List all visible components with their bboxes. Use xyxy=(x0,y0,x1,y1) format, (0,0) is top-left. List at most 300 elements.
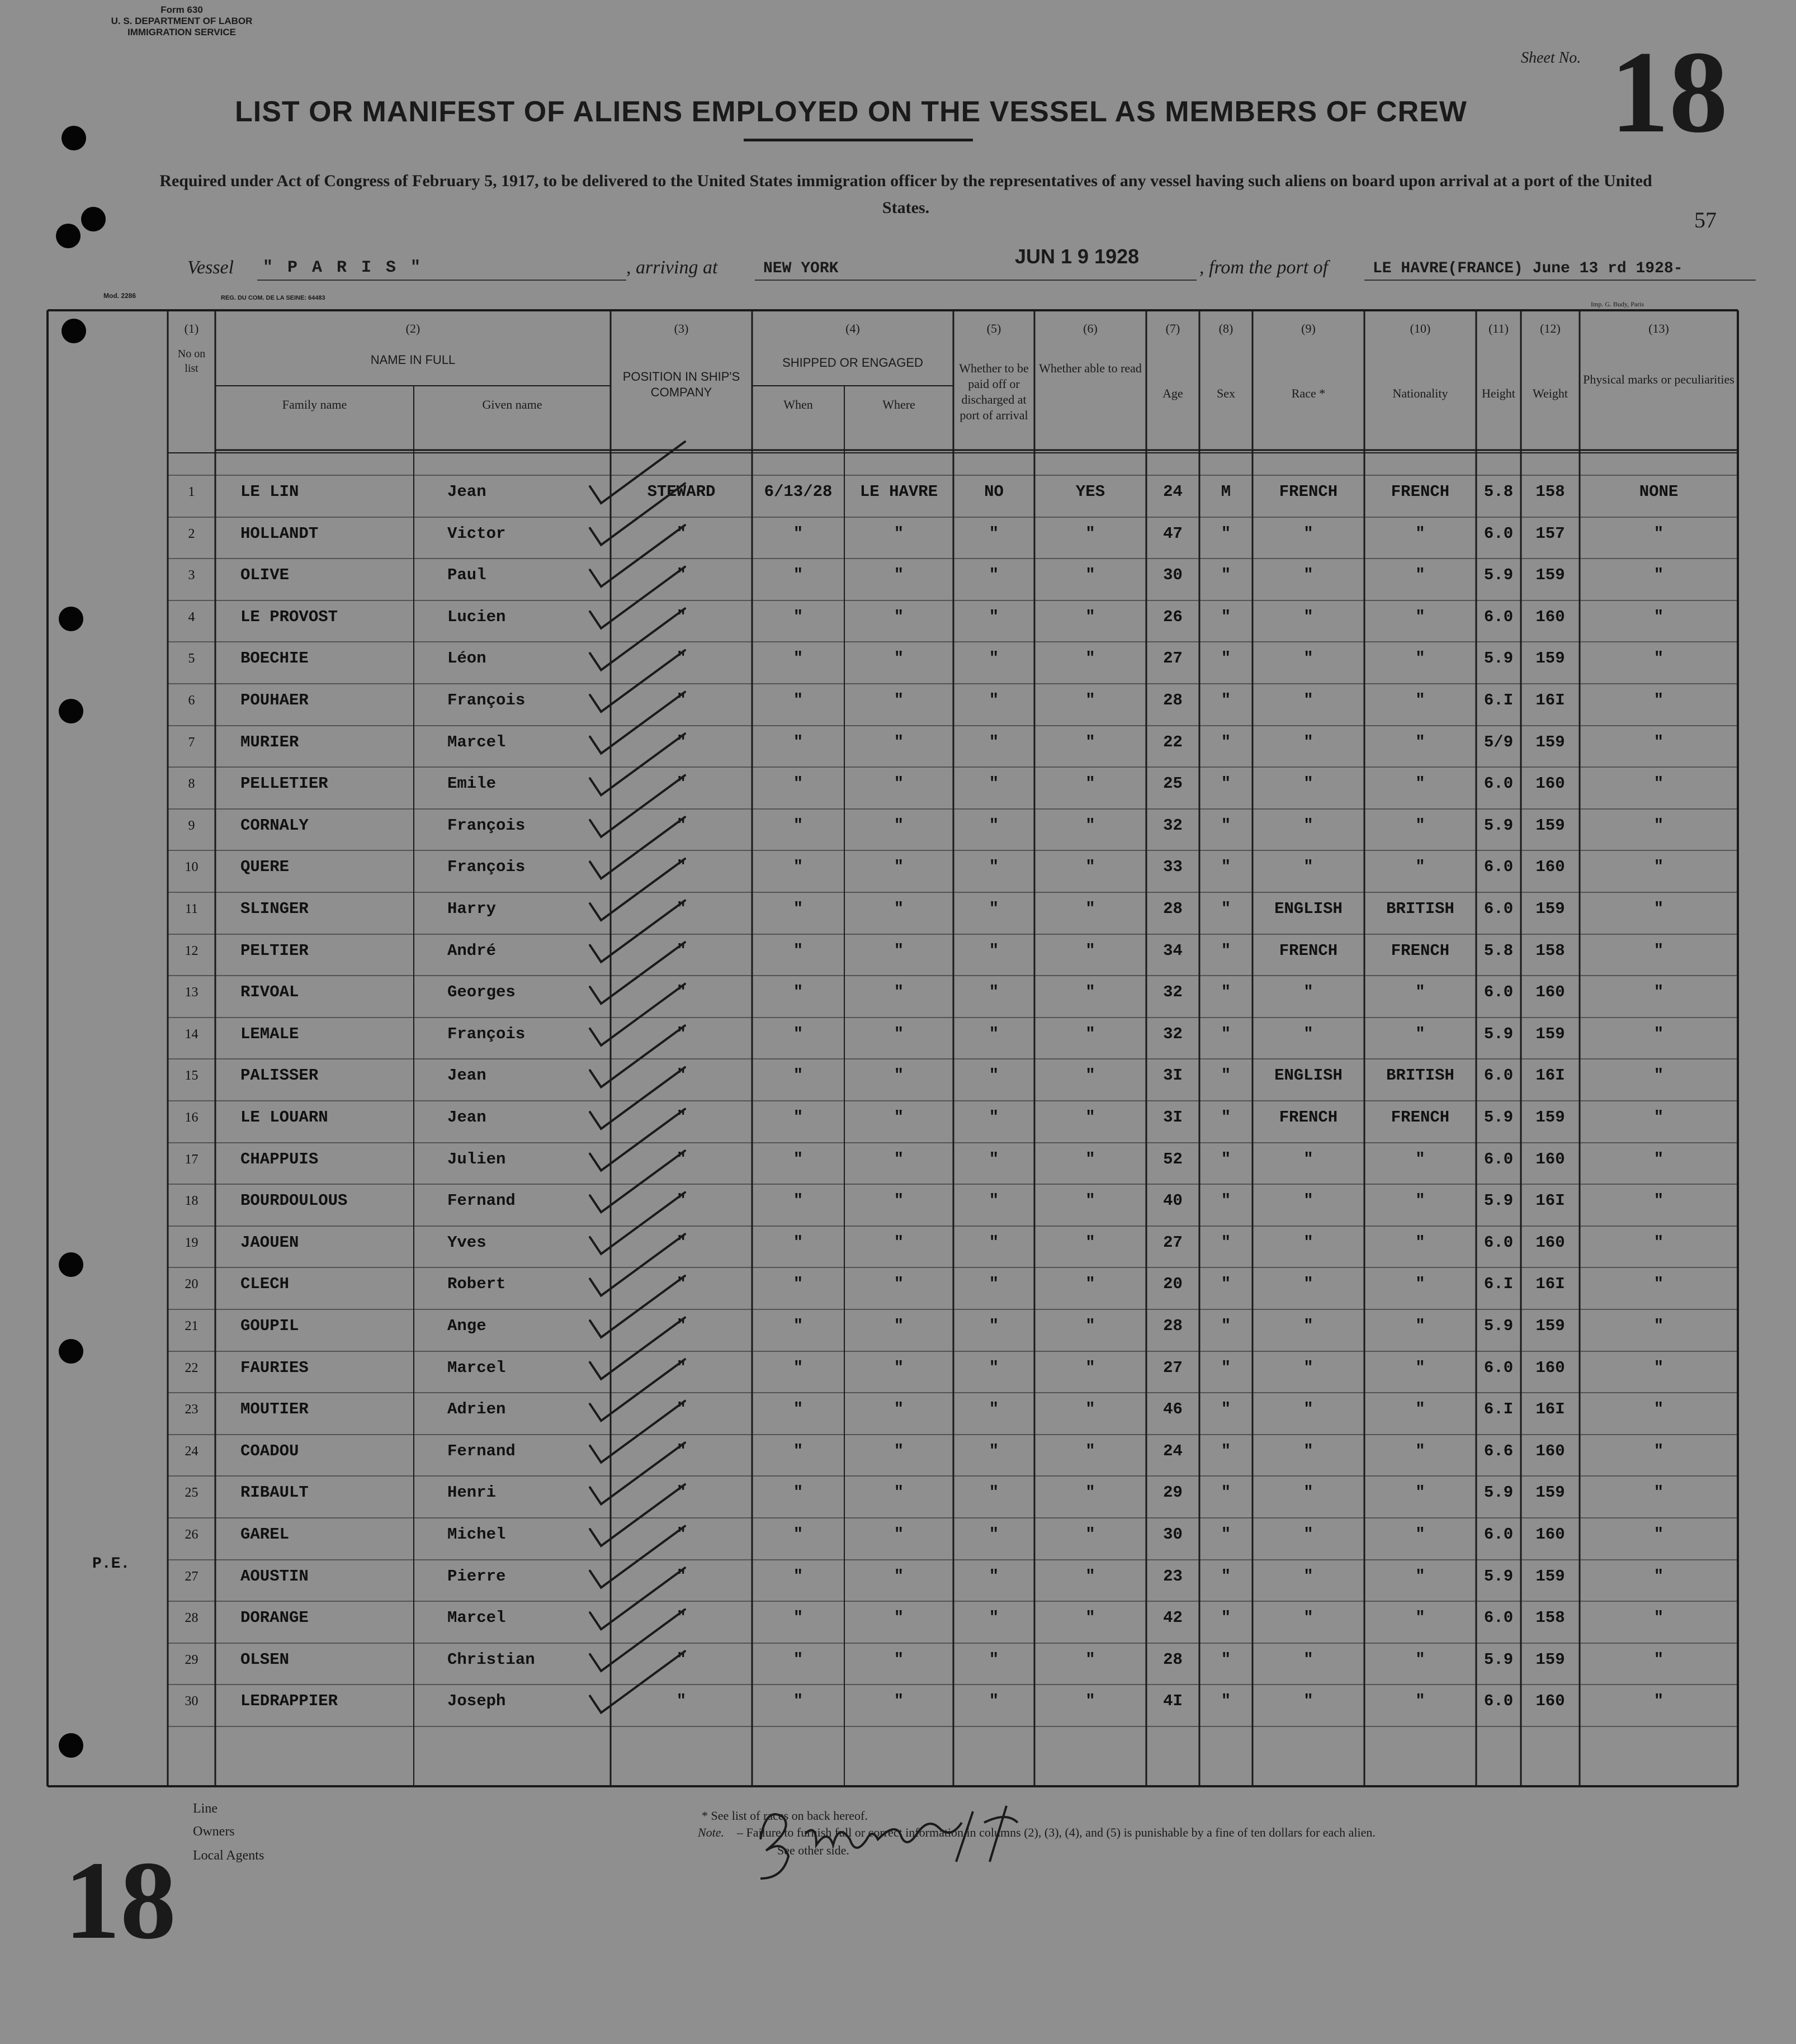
shipped-when: " xyxy=(793,1025,804,1043)
age: 28 xyxy=(1163,1317,1183,1335)
race: " xyxy=(1303,733,1313,751)
weight: 160 xyxy=(1535,1359,1565,1377)
able-to-read: " xyxy=(1085,1191,1095,1210)
physical-marks: " xyxy=(1653,1359,1664,1377)
sex: " xyxy=(1221,566,1231,584)
position: " xyxy=(676,1275,687,1293)
nationality: FRENCH xyxy=(1391,1108,1450,1127)
given-name: André xyxy=(447,941,497,960)
sex: " xyxy=(1221,774,1231,793)
weight: 159 xyxy=(1535,1025,1565,1043)
row-number: 22 xyxy=(185,1361,198,1375)
reg-label: REG. DU COM. DE LA SEINE: 64483 xyxy=(221,295,325,301)
shipped-where: " xyxy=(894,1108,904,1127)
sheet-number: 18 xyxy=(1610,27,1728,157)
sex: " xyxy=(1221,900,1231,918)
sex: " xyxy=(1221,1525,1231,1544)
column-number-11: (11) xyxy=(1488,321,1509,335)
able-to-read: " xyxy=(1085,816,1095,835)
column-subheader-when: When xyxy=(783,398,813,411)
race: " xyxy=(1303,1191,1313,1210)
race: " xyxy=(1303,691,1313,709)
race: FRENCH xyxy=(1279,941,1338,960)
nationality: " xyxy=(1415,1567,1425,1586)
paid-off: " xyxy=(989,1317,999,1335)
row-number: 16 xyxy=(185,1110,198,1125)
given-name: Christian xyxy=(447,1650,535,1669)
weight: 157 xyxy=(1535,524,1565,543)
shipped-when: " xyxy=(793,983,804,1001)
position: " xyxy=(676,608,687,626)
able-to-read: " xyxy=(1085,858,1095,876)
paid-off: " xyxy=(989,1150,999,1168)
paid-off: " xyxy=(989,1525,999,1544)
height: 5.8 xyxy=(1483,941,1514,960)
position: " xyxy=(676,1692,687,1710)
family-name: LEDRAPPIER xyxy=(240,1692,338,1710)
nationality: " xyxy=(1415,649,1425,668)
family-name: POUHAER xyxy=(240,691,309,709)
able-to-read: " xyxy=(1085,1025,1095,1043)
height: 6.0 xyxy=(1483,1233,1514,1252)
age: 28 xyxy=(1163,691,1183,709)
position: " xyxy=(676,1150,687,1168)
sex: " xyxy=(1221,1483,1231,1502)
age: 3I xyxy=(1163,1108,1183,1127)
able-to-read: " xyxy=(1085,1066,1095,1085)
able-to-read: " xyxy=(1085,1359,1095,1377)
shipped-where: " xyxy=(894,524,904,543)
position: STEWARD xyxy=(647,482,716,501)
shipped-when: " xyxy=(793,1317,804,1335)
shipped-where: " xyxy=(894,816,904,835)
column-header-6: Whether able to read xyxy=(1039,361,1142,375)
shipped-where: " xyxy=(894,1150,904,1168)
shipped-where: " xyxy=(894,691,904,709)
age: 27 xyxy=(1163,1359,1183,1377)
able-to-read: " xyxy=(1085,524,1095,543)
age: 20 xyxy=(1163,1275,1183,1293)
row-number: 10 xyxy=(185,860,198,874)
see-other-side: See other side. xyxy=(777,1843,849,1857)
height: 6.0 xyxy=(1483,524,1514,543)
given-name: Fernand xyxy=(447,1442,516,1460)
date-stamp: JUN 1 9 1928 xyxy=(1015,245,1140,268)
family-name: PELTIER xyxy=(240,941,309,960)
column-subheader-family: Family name xyxy=(282,398,347,411)
row-number: 28 xyxy=(185,1611,198,1625)
race: " xyxy=(1303,1359,1313,1377)
position: " xyxy=(676,649,687,668)
nationality: " xyxy=(1415,1483,1425,1502)
nationality: " xyxy=(1415,524,1425,543)
weight: 159 xyxy=(1535,1108,1565,1127)
race: " xyxy=(1303,1650,1313,1669)
able-to-read: " xyxy=(1085,1275,1095,1293)
age: 32 xyxy=(1163,1025,1183,1043)
column-number-5: (5) xyxy=(986,321,1001,335)
family-name: LEMALE xyxy=(240,1025,299,1043)
family-name: AOUSTIN xyxy=(240,1567,309,1586)
physical-marks: " xyxy=(1653,816,1664,835)
arriving-port: NEW YORK xyxy=(763,260,839,277)
given-name: Ange xyxy=(447,1317,486,1335)
weight: 159 xyxy=(1535,816,1565,835)
paid-off: " xyxy=(989,566,999,584)
column-number-1: (1) xyxy=(184,321,199,335)
row-number: 6 xyxy=(188,693,195,708)
family-name: LE PROVOST xyxy=(240,608,338,626)
height: 5.9 xyxy=(1483,1025,1514,1043)
given-name: Paul xyxy=(447,566,486,584)
department: U. S. DEPARTMENT OF LABOR xyxy=(111,16,253,26)
printer-label: Imp. G. Budy, Paris xyxy=(1591,300,1644,308)
physical-marks: " xyxy=(1653,1483,1664,1502)
race: " xyxy=(1303,1025,1313,1043)
form-number: Form 630 xyxy=(160,4,203,15)
shipped-where: " xyxy=(894,1483,904,1502)
shipped-when: " xyxy=(793,816,804,835)
physical-marks: " xyxy=(1653,1317,1664,1335)
physical-marks: " xyxy=(1653,566,1664,584)
column-number-8: (8) xyxy=(1218,321,1233,335)
family-name: CHAPPUIS xyxy=(240,1150,319,1168)
race: " xyxy=(1303,1608,1313,1627)
row-number: 8 xyxy=(188,777,195,791)
weight: 160 xyxy=(1535,1150,1565,1168)
column-header-3: POSITION IN SHIP'S COMPANY xyxy=(622,370,740,399)
paid-off: " xyxy=(989,900,999,918)
races-note: * See list of races on back hereof. xyxy=(702,1809,868,1823)
family-name: HOLLANDT xyxy=(240,524,319,543)
family-name: PELLETIER xyxy=(240,774,328,793)
paid-off: " xyxy=(989,941,999,960)
given-name: Michel xyxy=(447,1525,506,1544)
row-number: 25 xyxy=(185,1485,198,1500)
race: FRENCH xyxy=(1279,482,1338,501)
line-label: Line xyxy=(193,1801,218,1816)
physical-marks: " xyxy=(1653,983,1664,1001)
row-number: 23 xyxy=(185,1402,198,1417)
column-subheader-where: Where xyxy=(882,398,915,411)
column-number-12: (12) xyxy=(1540,321,1561,335)
row-number: 12 xyxy=(185,944,198,958)
shipped-where: " xyxy=(894,983,904,1001)
height: 6.6 xyxy=(1483,1442,1514,1460)
position: " xyxy=(676,816,687,835)
sex: " xyxy=(1221,1442,1231,1460)
family-name: BOURDOULOUS xyxy=(240,1191,348,1210)
position: " xyxy=(676,1108,687,1127)
nationality: " xyxy=(1415,1442,1425,1460)
given-name: François xyxy=(447,858,526,876)
height: 5.9 xyxy=(1483,1317,1514,1335)
position: " xyxy=(676,941,687,960)
age: 3I xyxy=(1163,1066,1183,1085)
race: " xyxy=(1303,1150,1313,1168)
age: 34 xyxy=(1163,941,1183,960)
nationality: BRITISH xyxy=(1386,900,1454,918)
nationality: " xyxy=(1415,1150,1425,1168)
position: " xyxy=(676,1650,687,1669)
able-to-read: " xyxy=(1085,1608,1095,1627)
sex: " xyxy=(1221,983,1231,1001)
shipped-where: " xyxy=(894,1275,904,1293)
age: 32 xyxy=(1163,816,1183,835)
shipped-when: " xyxy=(793,733,804,751)
age: 30 xyxy=(1163,566,1183,584)
checkmark xyxy=(590,1651,685,1712)
nationality: " xyxy=(1415,1359,1425,1377)
shipped-when: " xyxy=(793,774,804,793)
physical-marks: " xyxy=(1653,1066,1664,1085)
physical-marks: " xyxy=(1653,1650,1664,1669)
able-to-read: " xyxy=(1085,1442,1095,1460)
height: 6.0 xyxy=(1483,983,1514,1001)
weight: 160 xyxy=(1535,1442,1565,1460)
row-number: 18 xyxy=(185,1194,198,1208)
vessel-label: Vessel xyxy=(187,257,234,278)
age: 42 xyxy=(1163,1608,1183,1627)
column-header-5: Whether to be paid off or discharged at port of arrival xyxy=(959,361,1029,422)
row-number: 14 xyxy=(185,1027,198,1042)
row-number: 2 xyxy=(188,527,195,541)
physical-marks: " xyxy=(1653,1275,1664,1293)
able-to-read: " xyxy=(1085,1108,1095,1127)
page-title: LIST OR MANIFEST OF ALIENS EMPLOYED ON THE VESSEL AS MEMBERS OF CREW xyxy=(235,96,1467,128)
row-number: 17 xyxy=(185,1152,198,1167)
shipped-when: " xyxy=(793,1191,804,1210)
paid-off: " xyxy=(989,1066,999,1085)
height: 6.0 xyxy=(1483,1608,1514,1627)
race: " xyxy=(1303,774,1313,793)
nationality: " xyxy=(1415,1317,1425,1335)
shipped-where: " xyxy=(894,608,904,626)
page-number: 57 xyxy=(1694,207,1717,233)
race: " xyxy=(1303,1442,1313,1460)
height: 6.0 xyxy=(1483,1359,1514,1377)
shipped-when: " xyxy=(793,608,804,626)
family-name: OLIVE xyxy=(240,566,290,584)
paid-off: " xyxy=(989,1108,999,1127)
sex: " xyxy=(1221,816,1231,835)
sex: " xyxy=(1221,691,1231,709)
race: " xyxy=(1303,566,1313,584)
weight: 160 xyxy=(1535,858,1565,876)
physical-marks: " xyxy=(1653,1692,1664,1710)
age: 27 xyxy=(1163,1233,1183,1252)
shipped-where: " xyxy=(894,1233,904,1252)
requirement-text: Required under Act of Congress of February 5, 1917, to be delivered to the United States immigration officer by the representatives of any vessel having such aliens on board upon arrival at a port of the United States. xyxy=(159,172,1652,217)
nationality: " xyxy=(1415,566,1425,584)
paid-off: NO xyxy=(984,482,1004,501)
physical-marks: " xyxy=(1653,1191,1664,1210)
position: " xyxy=(676,566,687,584)
owners-label: Owners xyxy=(193,1824,235,1839)
race: " xyxy=(1303,649,1313,668)
shipped-where: " xyxy=(894,733,904,751)
paid-off: " xyxy=(989,1233,999,1252)
position: " xyxy=(676,1608,687,1627)
column-number-7: (7) xyxy=(1165,321,1180,335)
weight: 159 xyxy=(1535,1650,1565,1669)
shipped-where: " xyxy=(894,1317,904,1335)
weight: 159 xyxy=(1535,733,1565,751)
height: 5.9 xyxy=(1483,1191,1514,1210)
family-name: RIBAULT xyxy=(240,1483,309,1502)
position: " xyxy=(676,1066,687,1085)
column-header-1: No on list xyxy=(177,348,206,375)
note-text: – Failure to furnish full or correct information in columns (2), (3), (4), and (5) is punishable by a fine of ten dollars for each alien. xyxy=(737,1825,1376,1839)
family-name: GAREL xyxy=(240,1525,290,1544)
height: 6.I xyxy=(1483,1275,1514,1293)
sex: " xyxy=(1221,1692,1231,1710)
sex: " xyxy=(1221,1359,1231,1377)
height: 5.9 xyxy=(1483,649,1514,668)
given-name: Joseph xyxy=(447,1692,506,1710)
height: 6.0 xyxy=(1483,858,1514,876)
position: " xyxy=(676,858,687,876)
row-number: 5 xyxy=(188,651,195,666)
height: 6.0 xyxy=(1483,1525,1514,1544)
from-label: , from the port of xyxy=(1199,257,1329,278)
sex: " xyxy=(1221,1650,1231,1669)
physical-marks: " xyxy=(1653,1442,1664,1460)
height: 6.I xyxy=(1483,691,1514,709)
able-to-read: " xyxy=(1085,1150,1095,1168)
sheet-label: Sheet No. xyxy=(1521,49,1581,67)
paid-off: " xyxy=(989,858,999,876)
shipped-where: " xyxy=(894,1442,904,1460)
local-agents-label: Local Agents xyxy=(193,1848,264,1863)
nationality: " xyxy=(1415,1233,1425,1252)
shipped-when: " xyxy=(793,649,804,668)
position: " xyxy=(676,1191,687,1210)
race: ENGLISH xyxy=(1274,900,1343,918)
age: 28 xyxy=(1163,1650,1183,1669)
position: " xyxy=(676,774,687,793)
given-name: Robert xyxy=(447,1275,506,1293)
family-name: OLSEN xyxy=(240,1650,290,1669)
shipped-when: " xyxy=(793,1525,804,1544)
paid-off: " xyxy=(989,1483,999,1502)
physical-marks: " xyxy=(1653,858,1664,876)
shipped-when: " xyxy=(793,1608,804,1627)
nationality: " xyxy=(1415,691,1425,709)
shipped-where: " xyxy=(894,1650,904,1669)
row-number: 13 xyxy=(185,985,198,1000)
height: 6.0 xyxy=(1483,774,1514,793)
family-name: BOECHIE xyxy=(240,649,309,668)
shipped-where: " xyxy=(894,566,904,584)
given-name: Marcel xyxy=(447,733,506,751)
shipped-when: " xyxy=(793,1442,804,1460)
able-to-read: " xyxy=(1085,1525,1095,1544)
sex: " xyxy=(1221,1025,1231,1043)
physical-marks: " xyxy=(1653,608,1664,626)
sex: " xyxy=(1221,1108,1231,1127)
position: " xyxy=(676,1359,687,1377)
shipped-where: " xyxy=(894,774,904,793)
given-name: Marcel xyxy=(447,1359,506,1377)
age: 4I xyxy=(1163,1692,1183,1710)
physical-marks: " xyxy=(1653,733,1664,751)
position: " xyxy=(676,691,687,709)
weight: 160 xyxy=(1535,983,1565,1001)
shipped-when: " xyxy=(793,1108,804,1127)
shipped-when: " xyxy=(793,900,804,918)
row-number: 24 xyxy=(185,1444,198,1459)
able-to-read: " xyxy=(1085,1650,1095,1669)
weight: 159 xyxy=(1535,566,1565,584)
family-name: MOUTIER xyxy=(240,1400,309,1418)
physical-marks: " xyxy=(1653,1567,1664,1586)
age: 25 xyxy=(1163,774,1183,793)
sex: " xyxy=(1221,1275,1231,1293)
given-name: Julien xyxy=(447,1150,506,1168)
weight: 158 xyxy=(1535,1608,1565,1627)
able-to-read: " xyxy=(1085,1567,1095,1586)
sex: " xyxy=(1221,1191,1231,1210)
row-number: 19 xyxy=(185,1236,198,1250)
age: 24 xyxy=(1163,1442,1183,1460)
physical-marks: " xyxy=(1653,774,1664,793)
row-number: 21 xyxy=(185,1319,198,1333)
row-number: 20 xyxy=(185,1277,198,1291)
row-number: 11 xyxy=(185,902,198,916)
sex: " xyxy=(1221,1317,1231,1335)
given-name: Pierre xyxy=(447,1567,506,1586)
weight: 16I xyxy=(1535,1191,1565,1210)
physical-marks: " xyxy=(1653,1608,1664,1627)
weight: 159 xyxy=(1535,1317,1565,1335)
shipped-when: " xyxy=(793,1483,804,1502)
given-name: Jean xyxy=(447,1066,486,1085)
age: 24 xyxy=(1163,482,1183,501)
shipped-where: " xyxy=(894,1525,904,1544)
height: 5.9 xyxy=(1483,816,1514,835)
column-header-4: SHIPPED OR ENGAGED xyxy=(782,356,923,370)
able-to-read: " xyxy=(1085,691,1095,709)
paid-off: " xyxy=(989,816,999,835)
column-number-3: (3) xyxy=(674,321,689,335)
weight: 16I xyxy=(1535,691,1565,709)
family-name: CLECH xyxy=(240,1275,290,1293)
column-header-7: Age xyxy=(1162,386,1183,400)
paid-off: " xyxy=(989,1608,999,1627)
row-number: 26 xyxy=(185,1527,198,1542)
nationality: " xyxy=(1415,1650,1425,1669)
column-header-11: Height xyxy=(1482,386,1515,400)
height: 5.9 xyxy=(1483,1567,1514,1586)
row-number: 15 xyxy=(185,1068,198,1083)
sex: " xyxy=(1221,1066,1231,1085)
shipped-where: " xyxy=(894,941,904,960)
nationality: " xyxy=(1415,1525,1425,1544)
given-name: Jean xyxy=(447,482,486,501)
able-to-read: " xyxy=(1085,1400,1095,1418)
race: ENGLISH xyxy=(1274,1066,1343,1085)
race: " xyxy=(1303,608,1313,626)
weight: 16I xyxy=(1535,1066,1565,1085)
mod-label: Mod. 2286 xyxy=(103,292,136,300)
paid-off: " xyxy=(989,1359,999,1377)
position: " xyxy=(676,1025,687,1043)
sex: " xyxy=(1221,608,1231,626)
margin-note: P.E. xyxy=(92,1555,130,1573)
paid-off: " xyxy=(989,1442,999,1460)
race: " xyxy=(1303,524,1313,543)
